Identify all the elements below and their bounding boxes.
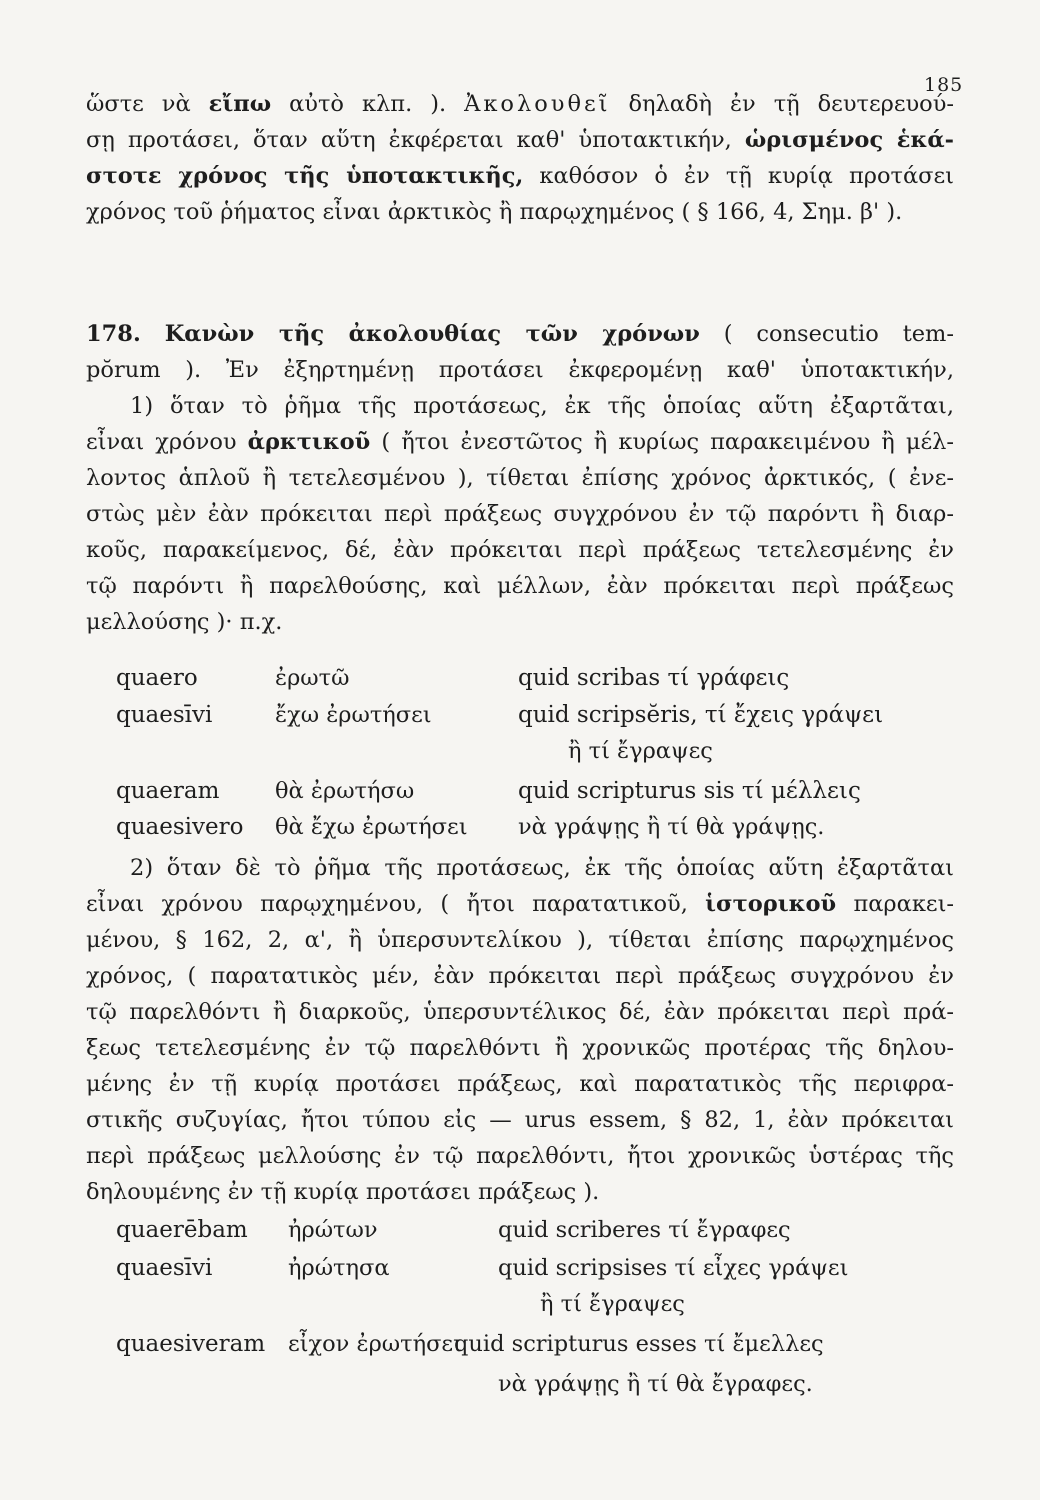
latin-verb: quaesīvi <box>116 702 213 728</box>
greek-verb: ἔχω ἐρωτήσει <box>275 702 432 728</box>
latin-verb: quaero <box>116 665 198 691</box>
text-line: δηλουμένης ἐν τῇ κυρίᾳ προτάσει πράξεως ). <box>86 1179 600 1205</box>
text-line: κοῦς, παρακείμενος, δέ, ἐὰν πρόκειται περὶ πράξεως τετελεσμένης ἐν <box>86 537 954 563</box>
example-phrase: quid scriberes τί ἔγραφες <box>498 1217 791 1243</box>
text-line: μένης ἐν τῇ κυρίᾳ προτάσει πράξεως, καὶ παρατατικὸς τῆς περιφρα- <box>86 1071 954 1097</box>
example-phrase: quid scribas τί γράφεις <box>518 665 790 691</box>
greek-verb: εἶχον ἐρωτήσει <box>288 1331 462 1357</box>
example-phrase: quid scripsĕris, τί ἔχεις γράψει <box>518 702 884 728</box>
example-phrase: quid scripturus sis τί μέλλεις <box>518 778 861 804</box>
text-line: χρόνος, ( παρατατικὸς μέν, ἐὰν πρόκειται περὶ πράξεως συγχρόνου ἐν <box>86 963 954 989</box>
latin-verb: quaesivero <box>116 814 244 840</box>
latin-verb: quaerēbam <box>116 1217 248 1243</box>
latin-verb: quaesiveram <box>116 1331 266 1357</box>
example-phrase: quid scripturus esses τί ἔμελλες <box>454 1331 824 1357</box>
greek-verb: ἐρωτῶ <box>275 665 350 691</box>
text-line: λοντος ἁπλοῦ ἢ τετελεσμένου ), τίθεται ἐπίσης χρόνος ἀρκτικός, ( ἐνε- <box>86 465 954 491</box>
text-line: ὥστε νὰ εἴπω αὐτὸ κλπ. ). Ἀκολουθεῖ δηλαδὴ ἐν τῇ δευτερευού- <box>86 91 954 117</box>
text-line: τῷ παρόντι ἢ παρελθούσης, καὶ μέλλων, ἐὰν πρόκειται περὶ πράξεως <box>86 573 954 599</box>
example-phrase: νὰ γράψῃς ἢ τί θὰ ἔγραφες. <box>498 1371 813 1397</box>
text-line: εἶναι χρόνου παρῳχημένου, ( ἤτοι παρατατικοῦ, ἱστορικοῦ παρακει- <box>86 891 954 917</box>
text-line: pŏrum ). Ἐν ἐξηρτημένῃ προτάσει ἐκφερομένῃ καθ' ὑποτακτικήν, <box>86 357 954 383</box>
text-line: σῃ προτάσει, ὅταν αὕτη ἐκφέρεται καθ' ὑποτακτικήν, ὡρισμένος ἑκά- <box>86 127 954 153</box>
text-line: ξεως τετελεσμένης ἐν τῷ παρελθόντι ἢ χρονικῶς προτέρας τῆς δηλου- <box>86 1035 954 1061</box>
text-line: 2) ὅταν δὲ τὸ ῥῆμα τῆς προτάσεως, ἐκ τῆς ὁποίας αὕτη ἐξαρτᾶται <box>130 855 954 881</box>
latin-verb: quaeram <box>116 778 220 804</box>
example-phrase: ἢ τί ἔγραψες <box>540 1291 685 1317</box>
text-line: στικῆς συζυγίας, ἤτοι τύπου εἰς — urus essem, § 82, 1, ἐὰν πρόκειται <box>86 1107 954 1133</box>
text-line: περὶ πράξεως μελλούσης ἐν τῷ παρελθόντι, ἤτοι χρονικῶς ὑστέρας τῆς <box>86 1143 954 1169</box>
greek-verb: θὰ ἔχω ἐρωτήσει <box>275 814 468 840</box>
text-line: 1) ὅταν τὸ ῥῆμα τῆς προτάσεως, ἐκ τῆς ὁποίας αὕτη ἐξαρτᾶται, <box>130 393 954 419</box>
text-line: τῷ παρελθόντι ἢ διαρκοῦς, ὑπερσυντέλικος δέ, ἐὰν πρόκειται περὶ πρά- <box>86 999 954 1025</box>
text-line: χρόνος τοῦ ῥήματος εἶναι ἀρκτικὸς ἢ παρῳχημένος ( § 166, 4, Σημ. β' ). <box>86 199 903 225</box>
example-phrase: quid scripsises τί εἶχες γράψει <box>498 1255 849 1281</box>
latin-verb: quaesīvi <box>116 1255 213 1281</box>
text-line: μένου, § 162, 2, α', ἢ ὑπερσυντελίκου ), τίθεται ἐπίσης παρῳχημένος <box>86 927 954 953</box>
text-line: μελλούσης )· π.χ. <box>86 609 283 635</box>
greek-verb: ἠρώτων <box>288 1217 378 1243</box>
greek-verb: ἠρώτησα <box>288 1255 390 1281</box>
example-phrase: ἢ τί ἔγραψες <box>568 738 713 764</box>
text-line: στοτε χρόνος τῆς ὑποτακτικῆς, καθόσον ὁ ἐν τῇ κυρίᾳ προτάσει <box>86 163 954 189</box>
section-heading: 178. Κανὼν τῆς ἀκολουθίας τῶν χρόνων ( consecutio tem- <box>86 321 954 347</box>
text-line: εἶναι χρόνου ἀρκτικοῦ ( ἤτοι ἐνεστῶτος ἢ κυρίως παρακειμένου ἢ μέλ- <box>86 429 954 455</box>
page-number: 185 <box>924 74 964 96</box>
example-phrase: νὰ γράψῃς ἢ τί θὰ γράψῃς. <box>518 814 825 840</box>
greek-verb: θὰ ἐρωτήσω <box>275 778 415 804</box>
text-line: στὼς μὲν ἐὰν πρόκειται περὶ πράξεως συγχρόνου ἐν τῷ παρόντι ἢ διαρ- <box>86 501 954 527</box>
